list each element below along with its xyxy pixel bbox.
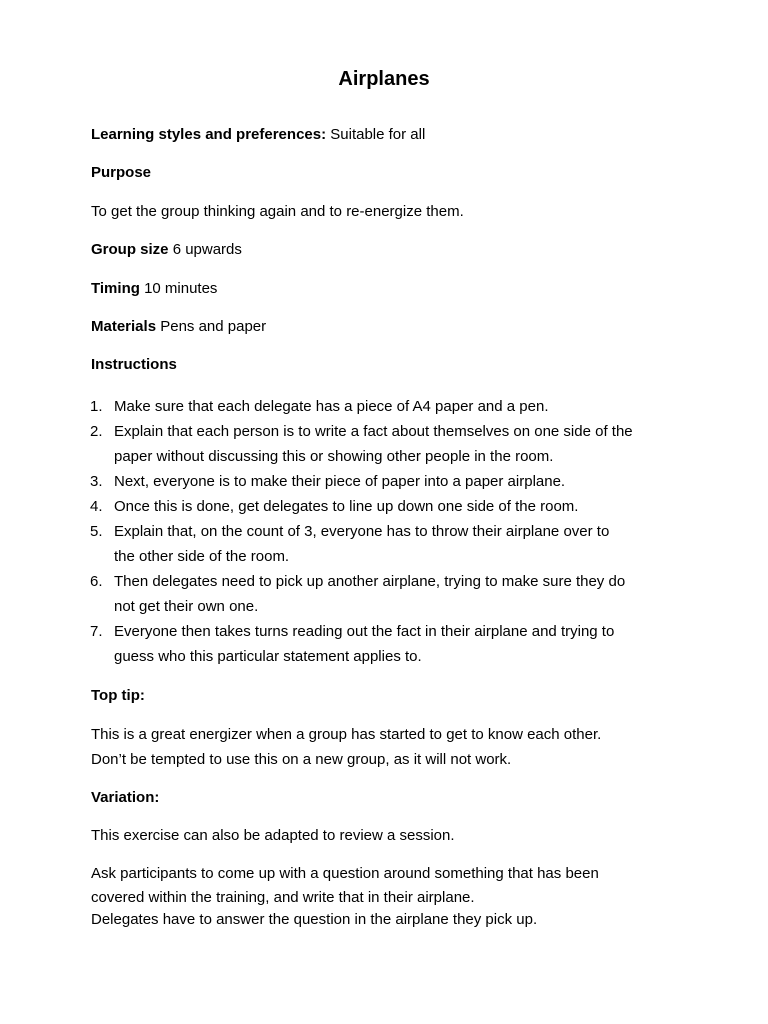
list-item-text: Then delegates need to pick up another airplane, trying to make sure they do xyxy=(114,573,626,590)
list-item-number: 6. xyxy=(90,573,103,590)
list-item xyxy=(90,569,690,619)
document-title: Airplanes xyxy=(338,68,430,90)
top-tip-heading: Top tip: xyxy=(91,687,145,704)
list-item xyxy=(90,419,690,469)
variation-text-2-line-1: Ask participants to come up with a question around something that has been xyxy=(91,865,599,882)
list-item-text: Make sure that each delegate has a piece of A4 paper and a pen. xyxy=(114,398,549,415)
list-item-number: 7. xyxy=(90,623,103,640)
timing-label: Timing xyxy=(91,280,140,297)
list-item xyxy=(90,469,690,494)
timing-value: 10 minutes xyxy=(144,280,218,297)
purpose-heading: Purpose xyxy=(91,164,152,181)
list-item-number: 3. xyxy=(90,473,103,490)
purpose-text: To get the group thinking again and to re-energize them. xyxy=(91,203,464,220)
list-item-text: Explain that each person is to write a fact about themselves on one side of the xyxy=(114,423,633,440)
list-item xyxy=(90,619,690,669)
list-item-text-continued: guess who this particular statement applies to. xyxy=(114,648,422,665)
variation-text-1: This exercise can also be adapted to review a session. xyxy=(91,827,455,844)
list-item xyxy=(90,494,690,519)
top-tip-text-line-1: This is a great energizer when a group has started to get to know each other. xyxy=(91,726,602,743)
list-item-text-continued: not get their own one. xyxy=(114,598,259,615)
instructions-list xyxy=(90,394,690,669)
learning-styles-row xyxy=(91,125,425,145)
list-item-text-continued: paper without discussing this or showing other people in the room. xyxy=(114,448,554,465)
learning-styles-value: Suitable for all xyxy=(330,126,426,143)
list-item-text: Once this is done, get delegates to line up down one side of the room. xyxy=(114,498,579,515)
materials-label: Materials xyxy=(91,318,157,335)
instructions-heading: Instructions xyxy=(91,356,177,373)
list-item-text-continued: the other side of the room. xyxy=(114,548,290,565)
list-item xyxy=(90,519,690,569)
list-item-text: Explain that, on the count of 3, everyone has to throw their airplane over to xyxy=(114,523,610,540)
variation-text-3: Delegates have to answer the question in the airplane they pick up. xyxy=(91,911,538,928)
list-item-number: 4. xyxy=(90,498,103,515)
list-item-number: 1. xyxy=(90,398,103,415)
learning-styles-label: Learning styles and preferences: xyxy=(91,126,327,143)
list-item-text: Next, everyone is to make their piece of paper into a paper airplane. xyxy=(114,473,566,490)
group-size-row xyxy=(91,240,242,260)
materials-row xyxy=(91,317,266,337)
group-size-value: 6 upwards xyxy=(172,241,242,258)
list-item-number: 2. xyxy=(90,423,103,440)
variation-text-2-line-2: covered within the training, and write that in their airplane. xyxy=(91,889,475,906)
timing-row xyxy=(91,279,217,299)
materials-value: Pens and paper xyxy=(160,318,267,335)
list-item-number: 5. xyxy=(90,523,103,540)
variation-heading: Variation: xyxy=(91,789,160,806)
top-tip-text-line-2: Don’t be tempted to use this on a new group, as it will not work. xyxy=(91,751,512,768)
list-item xyxy=(90,394,690,419)
group-size-label: Group size xyxy=(91,241,169,258)
list-item-text: Everyone then takes turns reading out the fact in their airplane and trying to xyxy=(114,623,615,640)
